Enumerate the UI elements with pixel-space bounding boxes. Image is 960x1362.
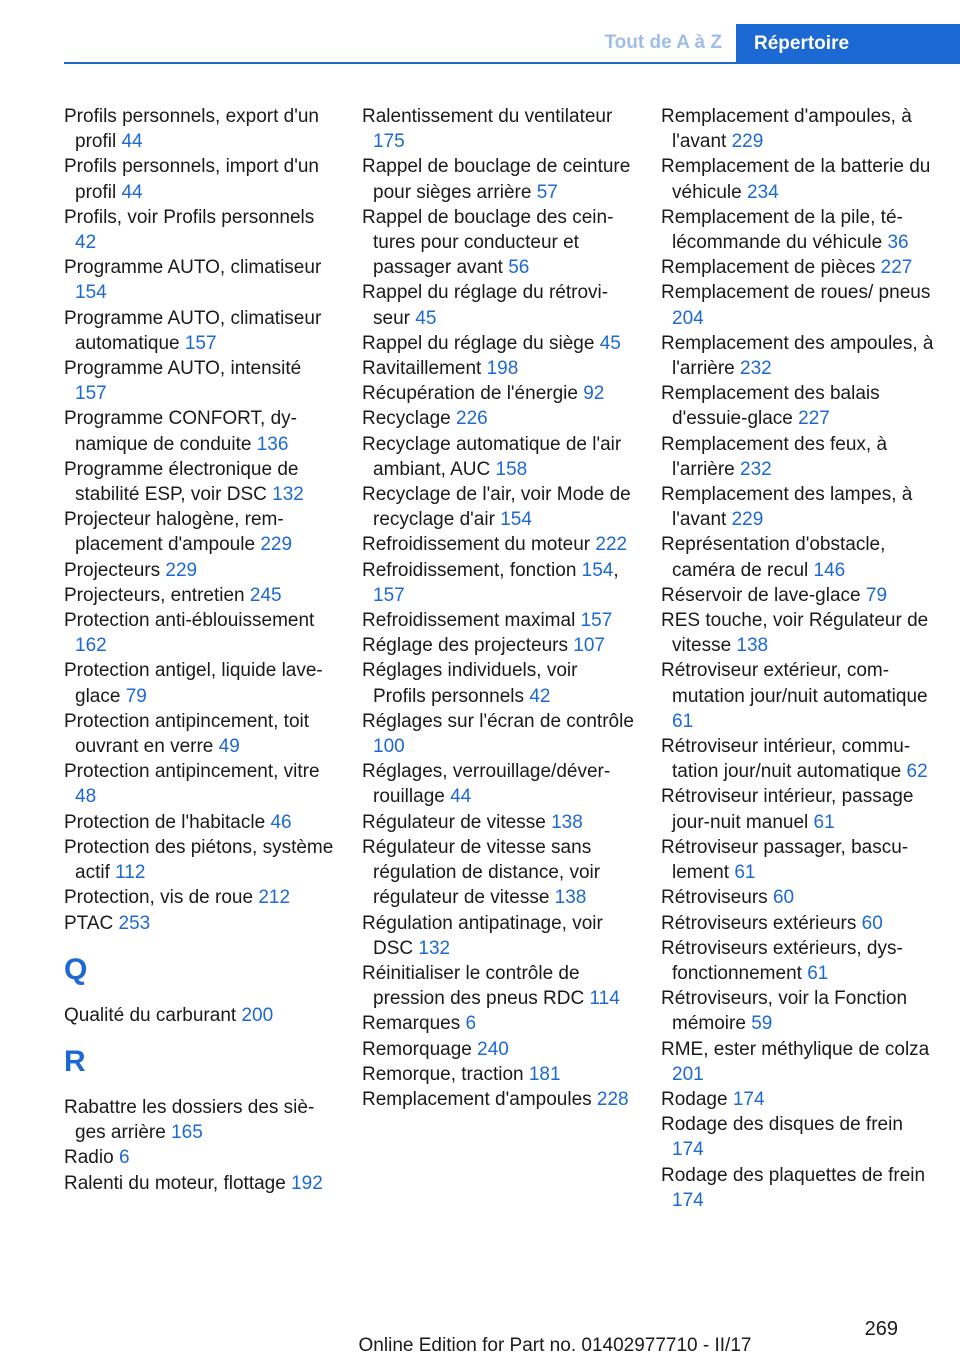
index-entry (362, 381, 634, 406)
index-entry (661, 532, 936, 582)
page-link[interactable]: 212 (258, 887, 291, 909)
index-entry (64, 1095, 336, 1145)
page-link[interactable]: 42 (529, 685, 551, 707)
tab-repertoire[interactable]: Répertoire (736, 24, 960, 64)
page-link[interactable]: 42 (75, 232, 97, 254)
index-entry-text: Remplacement de roues/ pneus (661, 282, 931, 304)
index-entry-text: Protection, vis de roue (64, 887, 254, 909)
index-entry (362, 482, 634, 532)
page-link[interactable]: 157 (75, 383, 107, 405)
index-entry-text: Protection antigel, liquide lave-glace (64, 660, 323, 707)
index-entry (362, 1087, 634, 1112)
page-link[interactable]: 158 (495, 458, 528, 480)
index-entry-text: Programme électronique de stabilité ESP, voir DSC (64, 458, 299, 506)
page-link[interactable]: 227 (798, 408, 830, 430)
index-entry (362, 709, 634, 759)
index-entry (362, 154, 634, 204)
page-link[interactable]: 175 (373, 131, 405, 153)
index-entry-text: Réglages sur l'écran de contrôle (362, 710, 634, 732)
page-link[interactable]: 154 (75, 282, 107, 304)
page-link[interactable]: 100 (373, 736, 405, 758)
page-link[interactable]: 132 (272, 484, 304, 506)
page-link[interactable]: 157 (373, 584, 405, 606)
page-link[interactable]: 245 (249, 584, 282, 606)
page-link[interactable]: 232 (740, 358, 772, 380)
index-entry (661, 658, 936, 734)
index-entry-text: Réservoir de lave-glace (661, 584, 861, 606)
index-entry-text: Programme CONFORT, dynamique de conduite (64, 408, 297, 455)
index-entry-text: Projecteurs, entretien (64, 584, 245, 606)
index-entry (661, 986, 936, 1036)
index-entry-text: Rétroviseurs extérieurs (661, 912, 857, 934)
index-entry (64, 759, 336, 809)
index-entry (64, 104, 336, 154)
index-entry-text: Programme AUTO, climatiseur (64, 257, 322, 279)
page-link[interactable]: 138 (736, 635, 769, 657)
index-entry-text: Rétroviseur extérieur, commutation jour/nuit automatique (661, 660, 928, 707)
index-entry (362, 658, 634, 708)
index-entry (362, 432, 634, 482)
index-column-2 (362, 104, 634, 1112)
index-entry (64, 1003, 336, 1028)
index-entry-text: Rappel de bouclage des ceintures pour conducteur et passager avant (362, 206, 614, 279)
index-entry-text: Protection antipincement, vitre (64, 761, 320, 783)
page-link[interactable]: 222 (595, 534, 628, 556)
index-entry (661, 784, 936, 834)
page-link[interactable]: 61 (734, 862, 756, 884)
page-number: 269 (864, 1318, 898, 1340)
index-entry (64, 255, 336, 305)
page-link[interactable]: 132 (418, 937, 451, 959)
index-entry-text: Régulation antipatinage, voir DSC (362, 912, 603, 959)
page-link[interactable]: 162 (75, 635, 107, 657)
page-link[interactable]: 36 (887, 232, 909, 254)
index-entry (661, 1163, 936, 1213)
page-link[interactable]: 229 (260, 534, 293, 556)
index-entry-text: Rétroviseur intérieur, passage jour-nuit manuel (661, 786, 914, 833)
index-entry-text: Protection anti-éblouissement (64, 610, 315, 632)
page-link[interactable]: 181 (528, 1063, 561, 1085)
index-entry (661, 381, 936, 431)
page-link[interactable]: 79 (865, 584, 888, 606)
index-entry (362, 331, 634, 356)
page-link[interactable]: 229 (731, 131, 764, 153)
index-entry (362, 1011, 634, 1036)
index-entry (661, 936, 936, 986)
index-entry-text: Recyclage (362, 408, 451, 430)
index-entry-text: Rappel du réglage du siège (362, 332, 595, 354)
index-entry (661, 255, 936, 280)
index-entry (64, 658, 336, 708)
index-entry-text: Remplacement de la batterie du véhicule (661, 156, 931, 203)
index-entry (362, 810, 634, 835)
page-link[interactable]: 165 (171, 1122, 203, 1144)
index-entry-text: Protection de l'habitacle (64, 811, 266, 833)
page-link[interactable]: 227 (880, 257, 913, 279)
page-link[interactable]: 228 (596, 1088, 629, 1110)
page-link[interactable]: 138 (551, 811, 583, 833)
index-entry-text: Remplacement des ampoules, à l'arrière (661, 332, 934, 380)
page-link[interactable]: 229 (731, 509, 764, 531)
page-link[interactable]: 92 (583, 383, 605, 405)
page-link[interactable]: 60 (861, 912, 883, 934)
index-entry-text: Remorquage (362, 1038, 472, 1060)
index-entry-text: Refroidissement, fonction (362, 559, 577, 581)
page-link[interactable]: 61 (672, 710, 694, 732)
index-entry-text: Rodage (661, 1088, 728, 1110)
index-entry-text: Rétroviseur passager, basculement (661, 836, 909, 884)
index-entry (64, 306, 336, 356)
index-entry-text: Réglages, verrouillage/déverrouillage (362, 761, 611, 808)
page-link[interactable]: 192 (291, 1172, 323, 1194)
index-entry-text: Protection des piétons, système actif (64, 836, 334, 884)
page-link[interactable]: 146 (813, 559, 846, 581)
index-entry (362, 835, 634, 911)
index-entry-text: Profils personnels, import d'un profil (64, 156, 319, 203)
index-entry (64, 810, 336, 835)
index-entry-text: Refroidissement du moteur (362, 534, 591, 556)
index-entry-text: Ralenti du moteur, flottage (64, 1172, 286, 1194)
index-entry-text: RES touche, voir Régulateur de vitesse (661, 610, 929, 657)
page-link[interactable]: 6 (465, 1013, 477, 1035)
index-entry (661, 1112, 936, 1162)
index-entry (64, 507, 336, 557)
index-entry (362, 608, 634, 633)
index-column-3 (661, 104, 936, 1213)
index-entry (661, 205, 936, 255)
index-entry (362, 961, 634, 1011)
section-letter: R (64, 1044, 86, 1078)
index-entry-text: Remplacement des lampes, à l'avant (661, 484, 913, 531)
index-entry (362, 406, 634, 431)
index-entry-text: Qualité du carburant (64, 1004, 237, 1026)
index-entry (64, 608, 336, 658)
index-entry-text: Recyclage de l'air, voir Mode de recyclage d'air (362, 484, 631, 531)
index-entry-text: Réinitialiser le contrôle de pression des pneus RDC (362, 962, 585, 1010)
page-link[interactable]: 44 (121, 181, 143, 203)
page-link[interactable]: 57 (536, 181, 558, 203)
index-entry (661, 331, 936, 381)
index-entry (64, 205, 336, 255)
index-entry (362, 633, 634, 658)
index-entry-text: Rodage des plaquettes de frein (661, 1164, 926, 1186)
page-link[interactable]: 56 (508, 257, 530, 279)
index-entry-text: Remplacement des balais d'essuie-glace (661, 383, 880, 430)
index-entry-text: Remorque, traction (362, 1063, 524, 1085)
page-link[interactable]: 200 (241, 1004, 274, 1026)
page-link[interactable]: 154 (500, 509, 532, 531)
page-link[interactable]: 79 (125, 685, 147, 707)
index-entry-text: Remplacement de la pile, télécommande du véhicule (661, 206, 903, 254)
page-link[interactable]: 45 (599, 332, 621, 354)
index-entry (64, 356, 336, 406)
page-link[interactable]: 59 (751, 1013, 773, 1035)
index-entry-text: Rappel de bouclage de ceinture pour sièges arrière (362, 156, 631, 203)
index-entry-text: Rétroviseurs extérieurs, dysfonctionnement (661, 937, 903, 984)
page-link[interactable]: 46 (270, 811, 292, 833)
page-link[interactable]: 44 (450, 786, 472, 808)
page-link[interactable]: 44 (121, 131, 143, 153)
index-entry (64, 1145, 336, 1170)
index-entry (64, 457, 336, 507)
index-entry (661, 432, 936, 482)
index-entry (64, 1171, 336, 1196)
page-link[interactable]: 45 (415, 307, 437, 329)
index-entry-text: Remarques (362, 1013, 461, 1035)
index-entry-text: Remplacement des feux, à l'arrière (661, 433, 888, 480)
page-link[interactable]: 60 (772, 887, 795, 909)
index-entry (362, 356, 634, 381)
index-entry (64, 406, 336, 456)
index-entry-text: Rappel du réglage du rétroviseur (362, 282, 609, 329)
index-entry-text: Réglage des projecteurs (362, 635, 568, 657)
index-entry (64, 835, 336, 885)
index-entry-text: Rodage des disques de frein (661, 1114, 903, 1136)
index-entry-text: Représentation d'obstacle, caméra de recul (661, 534, 886, 581)
index-entry-text: Réglages individuels, voir Profils personnels (362, 660, 578, 707)
page-link[interactable]: 226 (456, 408, 488, 430)
page-link[interactable]: 154 (581, 559, 614, 581)
index-entry (661, 280, 936, 330)
index-entry-text: Projecteurs (64, 559, 161, 581)
page-link[interactable]: 49 (218, 736, 240, 758)
index-entry (64, 154, 336, 204)
page-link[interactable]: 234 (747, 181, 779, 203)
index-entry (661, 104, 936, 154)
index-entry (64, 911, 336, 936)
page-link[interactable]: 157 (184, 332, 217, 354)
index-entry (362, 759, 634, 809)
index-entry-text: Récupération de l'énergie (362, 383, 578, 405)
index-entry-text: Radio (64, 1147, 114, 1169)
index-entry-text: Refroidissement maximal (362, 610, 576, 632)
index-entry (661, 911, 936, 936)
index-entry-text: Profils, voir Profils personnels (64, 206, 315, 228)
index-entry-text: Projecteur halogène, remplacement d'ampoule (64, 509, 284, 556)
index-entry-text: PTAC (64, 912, 114, 934)
index-entry (64, 583, 336, 608)
page-link[interactable]: 112 (115, 862, 146, 884)
page-link[interactable]: 198 (486, 358, 519, 380)
page-link[interactable]: 136 (256, 433, 289, 455)
page-link[interactable]: 107 (573, 635, 605, 657)
page-link[interactable]: 48 (75, 786, 97, 808)
index-entry (362, 1062, 634, 1087)
index-entry (661, 608, 936, 658)
page-link[interactable]: 174 (732, 1088, 765, 1110)
index-entry-text: Rétroviseur intérieur, commutation jour/nuit automatique (661, 736, 911, 783)
index-entry (64, 885, 336, 910)
page-link[interactable]: 6 (118, 1147, 130, 1169)
index-entry (64, 558, 336, 583)
page-link[interactable]: 232 (740, 458, 772, 480)
index-entry-text: Profils personnels, export d'un profil (64, 106, 319, 153)
index-entry-text: Recyclage automatique de l'air ambiant, AUC (362, 433, 622, 480)
page-link[interactable]: 240 (477, 1038, 509, 1060)
index-entry (362, 104, 634, 154)
index-entry (661, 885, 936, 910)
page-link[interactable]: 174 (672, 1139, 704, 1161)
page-link[interactable]: 114 (589, 988, 620, 1010)
page-link[interactable]: 62 (906, 761, 928, 783)
index-entry (661, 1087, 936, 1112)
section-letter: Q (64, 952, 88, 986)
index-entry (661, 154, 936, 204)
index-entry-text: Remplacement d'ampoules, à l'avant (661, 106, 912, 153)
index-entry-text: Remplacement de pièces (661, 257, 876, 279)
index-entry (661, 1037, 936, 1087)
page-link[interactable]: 157 (580, 610, 613, 632)
index-entry: Refroidissement, fonction 154, 157 (362, 559, 619, 606)
index-entry (661, 734, 936, 784)
page-link[interactable]: 253 (118, 912, 151, 934)
page-link[interactable]: 204 (672, 307, 704, 329)
index-entry-text: Programme AUTO, intensité (64, 358, 302, 380)
index-entry (661, 835, 936, 885)
page-link[interactable]: 229 (165, 559, 198, 581)
page-link[interactable]: 201 (672, 1063, 704, 1085)
index-column-1 (64, 104, 336, 1196)
index-entry (362, 1037, 634, 1062)
index-entry-text: RME, ester méthylique de colza (661, 1038, 930, 1060)
index-entry (362, 205, 634, 281)
index-entry-text: Régulateur de vitesse (362, 811, 546, 833)
index-entry-text: Protection antipincement, toit ouvrant en verre (64, 710, 310, 758)
index-entry (661, 583, 936, 608)
index-entry-text: Ralentissement du ventilateur (362, 106, 613, 127)
index-entry-text: Ravitaillement (362, 358, 482, 380)
page-link[interactable]: 61 (807, 962, 829, 984)
index-entry-text: Rabattre les dossiers des sièges arrière (64, 1096, 315, 1144)
index-entry-text: Rétroviseurs (661, 887, 768, 909)
index-entry (661, 482, 936, 532)
tab-tout-de-a-a-z[interactable]: Tout de A à Z (604, 32, 722, 53)
index-entry (362, 532, 634, 557)
page-link[interactable]: 61 (813, 811, 835, 833)
index-entry (362, 911, 634, 961)
index-entry-text: Programme AUTO, climatiseur automatique (64, 307, 322, 354)
page-link[interactable]: 138 (554, 887, 587, 909)
index-entry (362, 280, 634, 330)
index-entry-text: Remplacement d'ampoules (362, 1088, 592, 1110)
index-entry-text: Régulateur de vitesse sans régulation de distance, voir régulateur de vitesse (362, 836, 601, 909)
index-entry-text: Rétroviseurs, voir la Fonction mémoire (661, 988, 908, 1035)
index-entry (64, 709, 336, 759)
footer-edition: Online Edition for Part no. 01402977710 - II/17 (358, 1335, 752, 1356)
page-link[interactable]: 174 (672, 1189, 704, 1211)
